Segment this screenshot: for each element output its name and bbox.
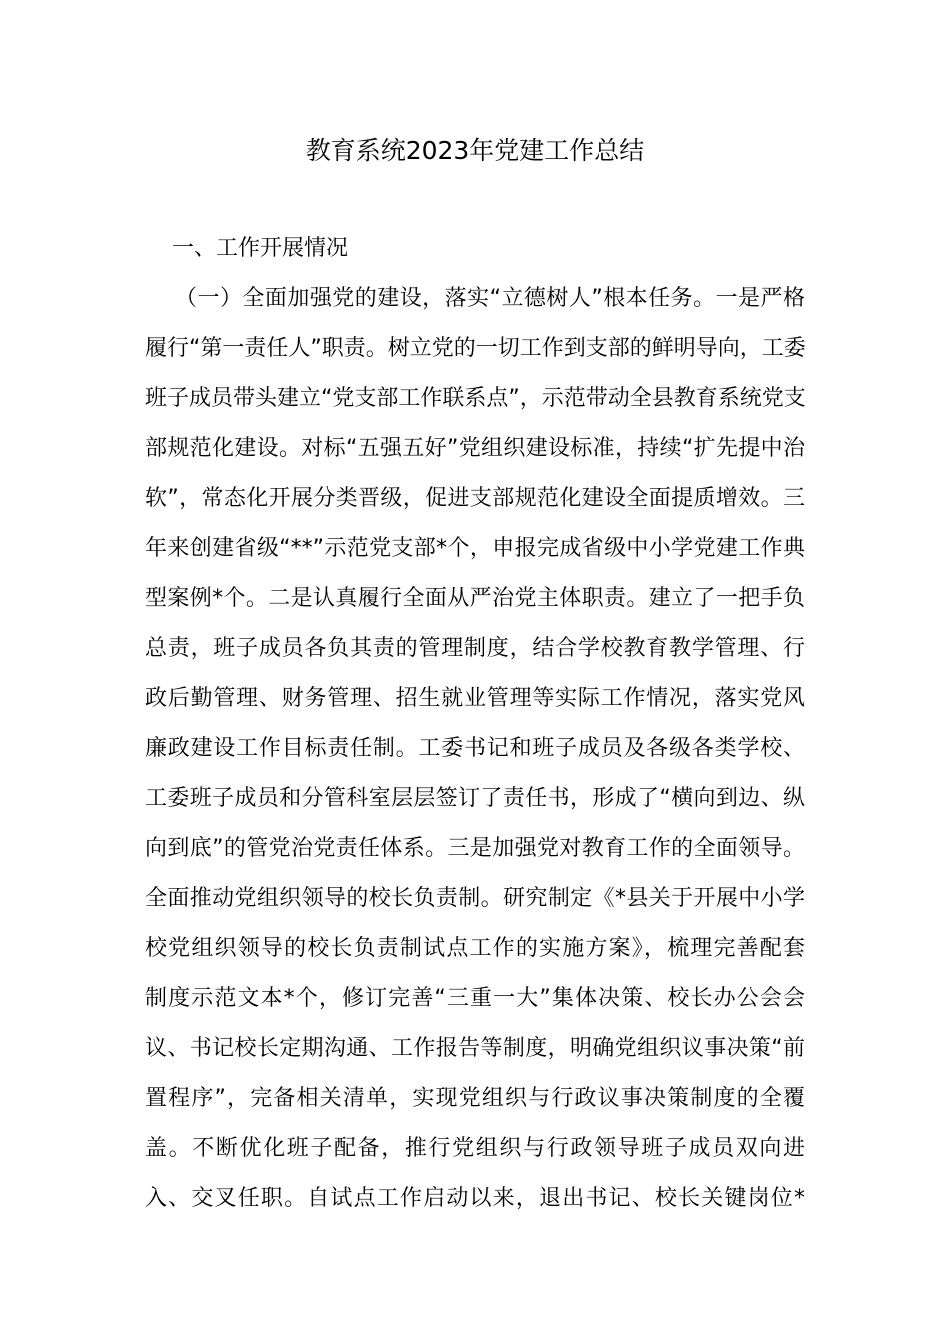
paragraph-line: 履行“第一责任人”职责。树立党的一切工作到支部的鲜明导向，工委 [145, 336, 806, 361]
paragraph-line: 总责，班子成员各负其责的管理制度，结合学校教育教学管理、行 [145, 636, 805, 661]
paragraph-line: 政后勤管理、财务管理、招生就业管理等实际工作情况，落实党风 [145, 686, 805, 711]
paragraph-line: 部规范化建设。对标“五强五好”党组织建设标准，持续“扩先提中治 [145, 436, 805, 461]
paragraph-line: 软”，常态化开展分类晋级，促进支部规范化建设全面提质增效。三 [145, 486, 805, 511]
paragraph-line: 全面推动党组织领导的校长负责制。研究制定《*县关于开展中小学 [145, 886, 805, 911]
paragraph-line: 议、书记校长定期沟通、工作报告等制度，明确党组织议事决策“前 [145, 1036, 805, 1061]
paragraph-line: 入、交叉任职。自试点工作启动以来，退出书记、校长关键岗位* [145, 1186, 805, 1211]
paragraph-line: 盖。不断优化班子配备，推行党组织与行政领导班子成员双向进 [145, 1136, 805, 1161]
section-heading: 一、工作开展情况 [172, 236, 349, 261]
document-title: 教育系统2023年党建工作总结 [305, 136, 645, 165]
paragraph-line: 型案例*个。二是认真履行全面从严治党主体职责。建立了一把手负 [145, 586, 805, 611]
paragraph-line: 置程序”，完备相关清单，实现党组织与行政议事决策制度的全覆 [145, 1086, 805, 1111]
paragraph-line: 年来创建省级“**”示范党支部*个，申报完成省级中小学党建工作典 [145, 536, 805, 561]
paragraph-line: 制度示范文本*个，修订完善“三重一大”集体决策、校长办公会会 [145, 986, 805, 1011]
paragraph-line: 工委班子成员和分管科室层层签订了责任书，形成了“横向到边、纵 [145, 786, 805, 811]
paragraph-line: （一）全面加强党的建设，落实“立德树人”根本任务。一是严格 [175, 286, 805, 311]
paragraph-line: 廉政建设工作目标责任制。工委书记和班子成员及各级各类学校、 [145, 736, 805, 761]
paragraph-line: 向到底”的管党治党责任体系。三是加强党对教育工作的全面领导。 [145, 836, 805, 861]
paragraph-line: 校党组织领导的校长负责制试点工作的实施方案》，梳理完善配套 [145, 936, 805, 961]
paragraph-line: 班子成员带头建立“党支部工作联系点”，示范带动全县教育系统党支 [145, 386, 806, 411]
paragraph [145, 282, 805, 1232]
